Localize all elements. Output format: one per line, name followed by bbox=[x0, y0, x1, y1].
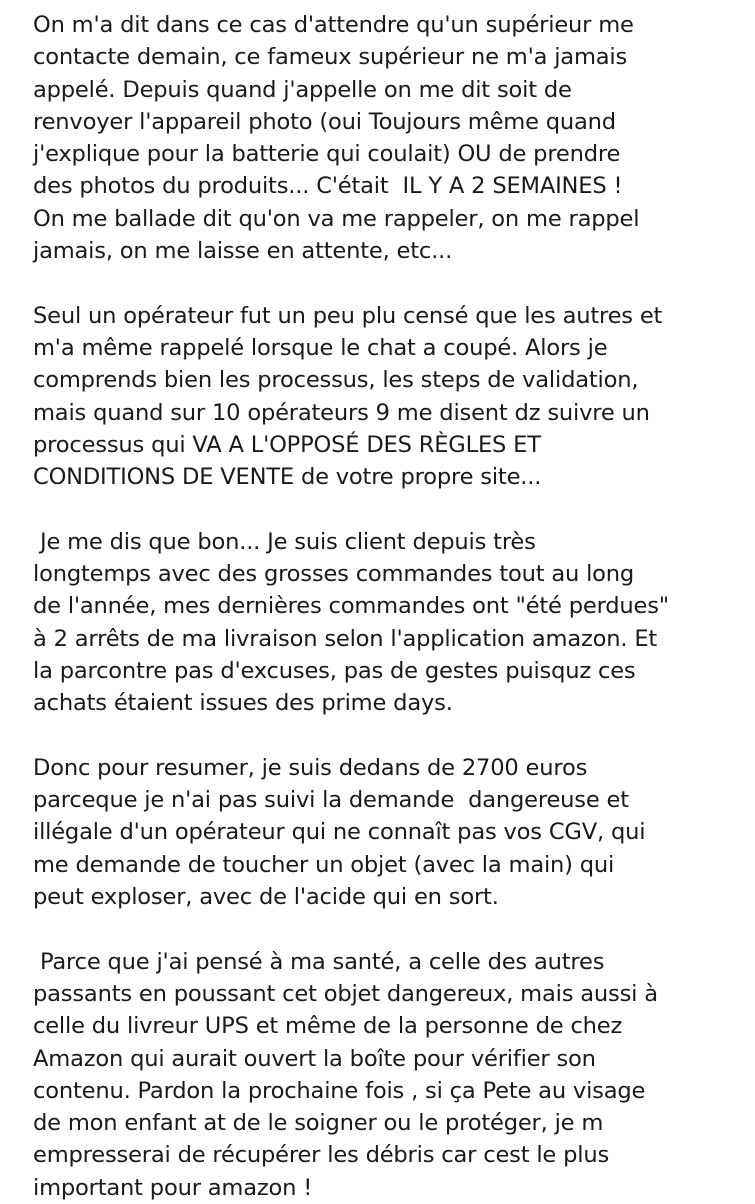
text-line: empresserai de récupérer les débris car cest le plus bbox=[33, 1142, 610, 1169]
text-line: Amazon qui aurait ouvert la boîte pour vérifier son bbox=[33, 1045, 596, 1072]
text-line: renvoyer l'appareil photo (oui Toujours même quand bbox=[33, 108, 616, 135]
text-line: achats étaient issues des prime days. bbox=[33, 690, 453, 717]
text-line: j'explique pour la batterie qui coulait) OU de prendre bbox=[33, 141, 621, 168]
text-line: Je me dis que bon... Je suis client depuis très bbox=[33, 528, 536, 555]
text-line: comprends bien les processus, les steps de validation, bbox=[33, 367, 639, 394]
text-line: de mon enfant at de le soigner ou le protéger, je m bbox=[33, 1110, 604, 1137]
text-line: On m'a dit dans ce cas d'attendre qu'un supérieur me bbox=[33, 12, 634, 38]
text-line: Parce que j'ai pensé à ma santé, a celle des autres bbox=[33, 948, 605, 975]
text-line: celle du livreur UPS et même de la personne de chez bbox=[33, 1013, 623, 1040]
text-line: CONDITIONS DE VENTE de votre propre site... bbox=[33, 464, 542, 491]
text-line: passants en poussant cet objet dangereux, mais aussi à bbox=[33, 980, 658, 1007]
text-line: illégale d'un opérateur qui ne connaît pas vos CGV, qui bbox=[33, 819, 646, 846]
text-line: mais quand sur 10 opérateurs 9 me disent dz suivre un bbox=[33, 399, 650, 426]
text-line: parceque je n'ai pas suivi la demande dangereuse et bbox=[33, 787, 629, 814]
document-body bbox=[33, 9, 745, 1204]
text-line: Donc pour resumer, je suis dedans de 2700 euros bbox=[33, 754, 588, 781]
paragraph-2 bbox=[33, 300, 745, 494]
text-line: jamais, on me laisse en attente, etc... bbox=[33, 238, 453, 265]
text-line: longtemps avec des grosses commandes tout au long bbox=[33, 561, 635, 588]
text-line: peut exploser, avec de l'acide qui en sort. bbox=[33, 884, 499, 911]
text-line: Seul un opérateur fut un peu plu censé que les autres et bbox=[33, 302, 663, 329]
text-line: la parcontre pas d'excuses, pas de gestes puisquz ces bbox=[33, 657, 636, 684]
paragraph-spacer bbox=[33, 493, 745, 525]
text-line: des photos du produits... C'était IL Y A 2 SEMAINES ! bbox=[33, 173, 623, 200]
paragraph-spacer bbox=[33, 267, 745, 299]
text-line: important pour amazon ! bbox=[33, 1174, 313, 1201]
paragraph-3 bbox=[33, 526, 745, 720]
text-line: On me ballade dit qu'on va me rappeler, on me rappel bbox=[33, 205, 640, 232]
text-line: contenu. Pardon la prochaine fois , si ça Pete au visage bbox=[33, 1077, 646, 1104]
text-line: de l'année, mes dernières commandes ont "été perdues" bbox=[33, 593, 670, 620]
text-line: contacte demain, ce fameux supérieur ne m'a jamais bbox=[33, 44, 628, 71]
text-line: appelé. Depuis quand j'appelle on me dit soit de bbox=[33, 76, 572, 103]
paragraph-1 bbox=[33, 9, 745, 267]
text-line: processus qui VA A L'OPPOSÉ DES RÈGLES ET bbox=[33, 431, 541, 458]
paragraph-spacer bbox=[33, 913, 745, 945]
paragraph-4 bbox=[33, 752, 745, 913]
text-line: m'a même rappelé lorsque le chat a coupé. Alors je bbox=[33, 334, 608, 361]
text-line: à 2 arrêts de ma livraison selon l'application amazon. Et bbox=[33, 625, 658, 652]
text-line: me demande de toucher un objet (avec la main) qui bbox=[33, 851, 615, 878]
paragraph-spacer bbox=[33, 720, 745, 752]
paragraph-5 bbox=[33, 946, 745, 1204]
